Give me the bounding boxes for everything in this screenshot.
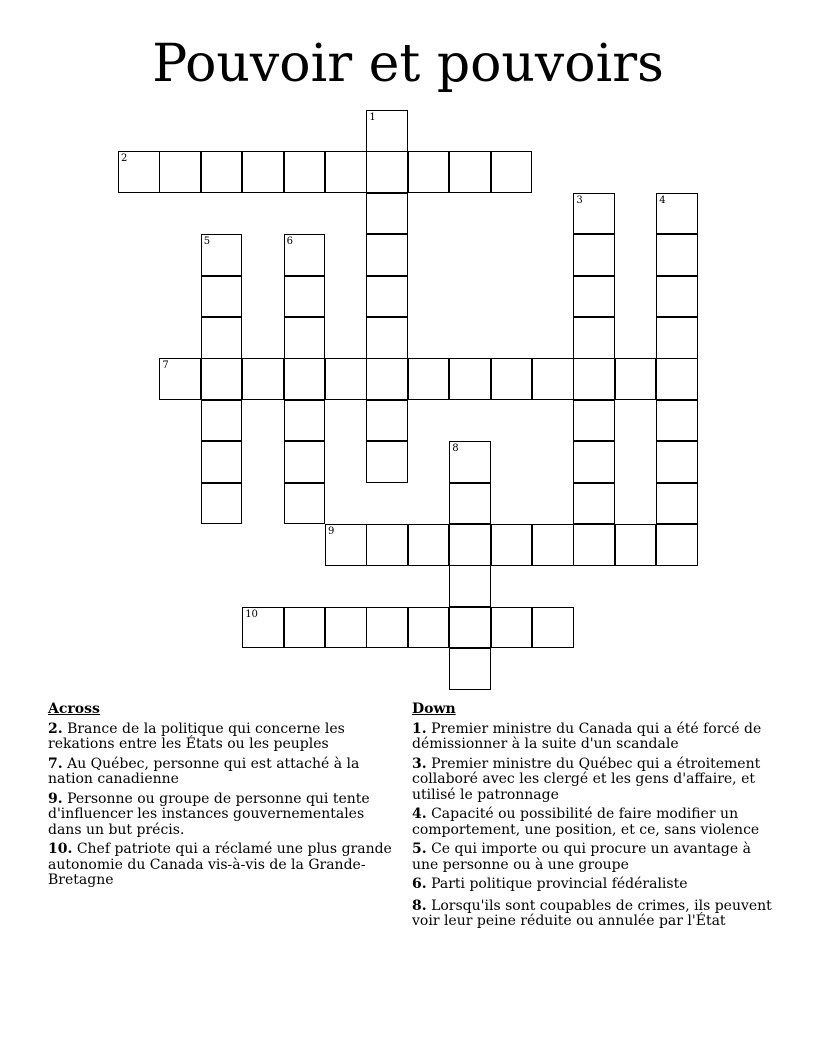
clue-number: 1. [412, 720, 427, 737]
grid-cell[interactable] [325, 607, 367, 649]
clue-number-label: 5 [203, 236, 211, 248]
grid-cell[interactable] [284, 234, 326, 276]
grid-cell[interactable] [656, 234, 698, 276]
grid-cell[interactable] [449, 565, 491, 607]
clue-number: 10. [48, 841, 73, 857]
grid-cell[interactable] [615, 358, 657, 400]
grid-cell[interactable] [573, 317, 615, 359]
clue-number-label: 7 [162, 360, 169, 372]
grid-cell[interactable] [449, 648, 491, 690]
clue-number: 2. [48, 720, 63, 737]
grid-cell[interactable] [408, 607, 450, 649]
grid-cell[interactable] [366, 276, 408, 318]
grid-cell[interactable] [284, 400, 326, 442]
clue-text: Personne ou groupe de personne qui tente d'influencer les instances gouvernementales dans un but précis. [48, 790, 370, 838]
grid-cell[interactable] [284, 607, 326, 649]
grid-cell[interactable] [201, 151, 243, 193]
grid-cell[interactable] [491, 358, 533, 400]
clue-down-1 [412, 722, 777, 753]
clue-number: 6. [412, 876, 427, 892]
grid-cell[interactable] [656, 483, 698, 525]
clue-across-10 [48, 842, 393, 889]
grid-cell[interactable] [284, 358, 326, 400]
grid-cell[interactable] [242, 151, 284, 193]
page-title: Pouvoir et pouvoirs [152, 34, 664, 94]
grid-cell[interactable] [284, 483, 326, 525]
clue-number-label: 3 [576, 194, 583, 206]
clue-text: Chef patriote qui a réclamé une plus grande autonomie du Canada vis-à-vis de la Grande-Bretagne [48, 841, 392, 888]
grid-cell[interactable] [284, 151, 326, 193]
clue-text: Premier ministre du Québec qui a étroitement collaboré avec les clergé et les gens d'affaire, et utilisé le patronnage [412, 755, 761, 803]
grid-cell[interactable] [366, 110, 408, 152]
grid-cell[interactable] [532, 358, 574, 400]
grid-cell[interactable] [532, 607, 574, 649]
grid-cell[interactable] [449, 607, 491, 649]
clue-text: Capacité ou possibilité de faire modifier un comportement, une position, et ce, sans violence [412, 806, 760, 838]
grid-cell[interactable] [491, 607, 533, 649]
grid-cell[interactable] [366, 234, 408, 276]
clue-text: Parti politique provincial fédéraliste [431, 876, 688, 892]
grid-cell[interactable] [366, 358, 408, 400]
grid-cell[interactable] [656, 400, 698, 442]
clue-across-7 [48, 757, 393, 788]
grid-cell[interactable] [242, 607, 284, 649]
grid-cell[interactable] [573, 524, 615, 566]
grid-cell[interactable] [325, 151, 367, 193]
grid-cell[interactable] [408, 358, 450, 400]
grid-cell[interactable] [408, 524, 450, 566]
across-heading: Across [48, 701, 100, 717]
grid-cell[interactable] [366, 193, 408, 235]
grid-cell[interactable] [284, 317, 326, 359]
clue-text: Au Québec, personne qui est attaché à la nation canadienne [48, 755, 360, 787]
grid-cell[interactable] [201, 276, 243, 318]
grid-cell[interactable] [449, 358, 491, 400]
grid-cell[interactable] [201, 400, 243, 442]
clue-across-9 [48, 792, 393, 839]
grid-cell[interactable] [656, 524, 698, 566]
grid-cell[interactable] [366, 400, 408, 442]
grid-cell[interactable] [491, 524, 533, 566]
clue-down-8 [412, 899, 777, 930]
clue-text: Ce qui importe ou qui procure un avantage à une personne ou à une groupe [412, 841, 751, 873]
clue-down-4 [412, 807, 777, 838]
clue-down-3 [412, 757, 777, 804]
clue-number-label: 1 [369, 112, 376, 123]
across-clues [48, 702, 393, 893]
grid-cell[interactable] [449, 441, 491, 483]
clue-number-label: 9 [328, 526, 335, 537]
grid-cell[interactable] [656, 441, 698, 483]
grid-cell[interactable] [201, 441, 243, 483]
clue-number-label: 2 [121, 153, 128, 165]
clue-number: 3. [412, 755, 427, 772]
clue-number-label: 4 [659, 194, 666, 206]
grid-cell[interactable] [573, 400, 615, 442]
grid-cell[interactable] [366, 151, 408, 193]
down-heading: Down [412, 701, 456, 717]
clue-text: Brance de la politique qui concerne les rekations entre les États ou les peuples [48, 720, 345, 752]
grid-cell[interactable] [656, 193, 698, 235]
grid-cell[interactable] [573, 193, 615, 235]
grid-cell[interactable] [573, 358, 615, 400]
grid-cell[interactable] [366, 524, 408, 566]
clue-number: 5. [412, 841, 427, 857]
grid-cell[interactable] [573, 234, 615, 276]
grid-cell[interactable] [159, 151, 201, 193]
clue-across-2 [48, 722, 393, 753]
grid-cell[interactable] [201, 358, 243, 400]
grid-cell[interactable] [366, 441, 408, 483]
grid-cell[interactable] [532, 524, 574, 566]
clue-number-label: 10 [245, 608, 258, 620]
clue-text: Lorsqu'ils sont coupables de crimes, ils peuvent voir leur peine réduite ou annulée par l'État [412, 897, 772, 929]
grid-cell[interactable] [284, 276, 326, 318]
grid-cell[interactable] [491, 151, 533, 193]
clue-down-6 [412, 877, 777, 893]
grid-cell[interactable] [201, 483, 243, 525]
grid-cell[interactable] [449, 524, 491, 566]
grid-cell[interactable] [449, 483, 491, 525]
grid-cell[interactable] [159, 358, 201, 400]
grid-cell[interactable] [325, 524, 367, 566]
clue-number-label: 8 [452, 443, 459, 455]
clue-down-5 [412, 842, 777, 873]
clue-number: 7. [48, 755, 63, 772]
grid-cell[interactable] [408, 151, 450, 193]
clue-number: 9. [48, 790, 63, 807]
clue-number-label: 6 [286, 236, 293, 248]
grid-cell[interactable] [656, 358, 698, 400]
grid-cell[interactable] [656, 317, 698, 359]
grid-cell[interactable] [656, 276, 698, 318]
grid-cell[interactable] [201, 317, 243, 359]
grid-cell[interactable] [118, 151, 160, 193]
grid-cell[interactable] [449, 151, 491, 193]
clue-number: 4. [412, 806, 427, 822]
grid-cell[interactable] [284, 441, 326, 483]
clue-number: 8. [412, 897, 427, 914]
grid-cell[interactable] [325, 358, 367, 400]
grid-cell[interactable] [573, 441, 615, 483]
grid-cell[interactable] [242, 358, 284, 400]
clue-text: Premier ministre du Canada qui a été forcé de démissionner à la suite d'un scandale [412, 720, 762, 752]
grid-cell[interactable] [615, 524, 657, 566]
grid-cell[interactable] [573, 483, 615, 525]
grid-cell[interactable] [201, 234, 243, 276]
grid-cell[interactable] [366, 607, 408, 649]
grid-cell[interactable] [573, 276, 615, 318]
grid-cell[interactable] [366, 317, 408, 359]
down-clues [412, 702, 777, 934]
